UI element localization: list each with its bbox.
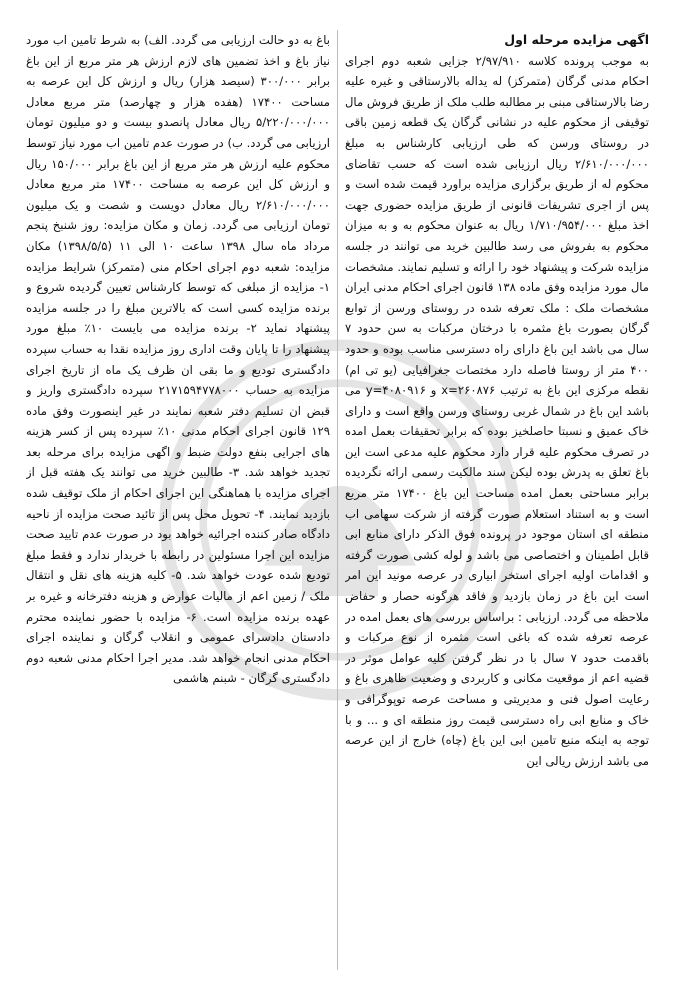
notice-body-left: باغ به دو حالت ارزیابی می گردد. الف) به شرط تامین اب مورد نیاز باغ و اخذ تضمین های لازم ارزش هر متر مربع از این باغ برابر ۳۰۰/۰۰۰ (سیصد هزار) ریال و ارزش کل این عرصه به مساحت ۱۷۴۰۰ (هفده هزار و چهارصد) متر مربع معادل ۵/۲۲۰/۰۰۰/۰۰۰ ریال معادل پانصدو بیست و دو میلیون تومان ارزیابی می گردد. ب) در صورت عدم تامین اب مورد نیاز توسط محکوم علیه ارزش هر متر مربع از این باغ برابر ۱۵۰/۰۰۰ ریال و ارزش کل این عرصه به مساحت ۱۷۴۰۰ متر مربع معادل ۲/۶۱۰/۰۰۰/۰۰۰ ریال معادل دویست و شصت و یک میلیون تومان ارزیابی می گردد. زمان و مکان مزایده: روز شنبخ پنجم مرداد ماه سال ۱۳۹۸ ساعت ۱۰ الی ۱۱ (۱۳۹۸/۵/۵) مکان مزایده: شعبه دوم اجرای احکام منی (متمرکز) شرایط مزایده ۱- مزایده از مبلغی که توسط کارشناس تعیین گردیده شروع و برنده مزایده کسی است که بالاترین مبلغ را در جلسه مزایده پیشنهاد نماید ۲- برنده مزایده می بایست ۱۰٪ مبلغ مورد پیشنهاد را تا پایان وقت اداری روز مزایده نقدا به حساب سپرده دادگستری تودیع و ما بقی ان ظرف یک ماه از تاریخ اجرای مزایده به حساب ۲۱۷۱۵۹۴۷۷۸۰۰۰ سپرده دادگستری واریز و قبض ان تسلیم دفتر شعبه نمایند در غیر اینصورت وفق ماده ۱۲۹ قانون اجرای احکام مدنی ۱۰٪ سپرده پس از کسر هزینه های اجرایی بنفع دولت ضبط و اگهی مزایده برای مرحله بعد تجدید خواهد شد. ۳- طالبین خرید می توانند یک هفته قبل از اجرای مزایده با هماهنگی این اجرای احکام از ملک توقیف شده بازدید نمایند. ۴- تحویل محل پس از تائید صحت مزایده از ناحیه دادگاه صادر کننده اجرائیه خواهد بود در صورت عدم تایید صحت مزایده این اجرا مسئولین در رابطه با خریدار ندارد و فقط مبلغ تودیع شده عودت خواهد شد. ۵- کلیه هزینه های نقل و انتقال ملک / زمین اعم از مالیات عوارض و هزینه دفترخانه و غیره بر عهده برنده مزایده است. ۶- مزایده با حضور نماینده محترم دادستان دادسرای عمومی و انقلاب گرگان و نماینده اجرای احکام مدنی انجام خواهد شد. مدیر اجرا احکام مدنی شعبه دوم دادگستری گرگان - شبنم هاشمی — [26, 33, 330, 686]
notice-column-left — [26, 30, 330, 970]
notice-columns — [26, 30, 649, 970]
column-divider — [337, 30, 338, 970]
notice-title: اگهی مزایده مرحله اول — [504, 32, 649, 47]
notice-column-right — [345, 30, 649, 970]
notice-body-right: به موجب پرونده کلاسه ۲/۹۷/۹۱۰ جزایی شعبه دوم اجرای احکام مدنی گرگان (متمرکز) له یداله بالارستاقی و غیره علیه رضا بالارستاقی مبنی بر مطالبه طلب ملک از طریق فروش مال توقیفی از محکوم علیه در نشانی گرگان یک قطعه زمین باقی در روستای ورسن که طی ارزیابی کارشناس به مبلغ ۲/۶۱۰/۰۰۰/۰۰۰ ریال ارزیابی شده است که حسب تقاضای محکوم له از طریق برگزاری مزایده براورد قیمت شده است و پس از اجری تشریفات قانونی از طریق مزایده حضوری جهت اخذ مبلغ ۱/۷۱۰/۹۵۴/۰۰۰ ریال به عنوان محکوم به و به میزان محکوم به بفروش می رسد طالبین خرید می توانند در جلسه مزایده شرکت و پیشنهاد خود را ارائه و تسلیم نمایند. مشخصات مال مورد مزایده وفق ماده ۱۳۸ قانون اجرای احکام مدنی ایران مشخصات ملک : ملک تعرفه شده در روستای ورسن از توابع گرگان بصورت باغ مثمره با درختان مرکبات به سن حدود ۷ سال می باشد این باغ دارای راه دسترسی مناسب بوده و حدود ۴۰۰ متر از روستا فاصله دارد مختصات جغرافیایی (یو تی ام) نقطه مرکزی این باغ به ترتیب ۲۶۰۸۷۶=x و ۴۰۸۰۹۱۶=y می باشد این باغ در شمال غربی روستای ورسن واقع است و دارای خاک عمیق و نسبتا حاصلخیز بوده که برابر تحقیقات بعمل امده در تصرف محکوم علیه قرار دارد محکوم علیه مدعی است این باغ تعلق به پدرش بوده لیکن سند مالکیت رسمی ارائه نگردیده برابر مساحتی بعمل امده مساحت این باغ ۱۷۴۰۰ متر مربع است و به استناد استعلام صورت گرفته از شرکت سهامی اب منطقه ای استان موجود در پرونده فوق الذکر دارای منابع ابی قابل اطمینان و اختصاصی می باشد و لوله کشی صورت گرفته و اقدامات اولیه اجرای استخر ابیاری در عرصه مونید این امر است این باغ در زمان بازدید و فاقد هرگونه حصار و حفاض ملاحظه می گردد. ارزیابی : براساس بررسی های بعمل امده در عرصه تعرفه شده که باغی است مثمره از نوع مرکبات و باقدمت حدود ۷ سال با در نظر گرفتن کلیه عوامل موثر در قضیه اعم از موقعیت مکانی و کاربردی و وضعیت ظاهری باغ و رعایت اصول فنی و مدیریتی و مساحت عرصه توپوگرافی و خاک و منابع ابی راه دسترسی قیمت روز منطقه ای و ... و با توجه به اینکه منبع تامین ابی این باغ (چاه) خارج از این عرصه می باشد ارزش ریالی این — [345, 53, 649, 768]
